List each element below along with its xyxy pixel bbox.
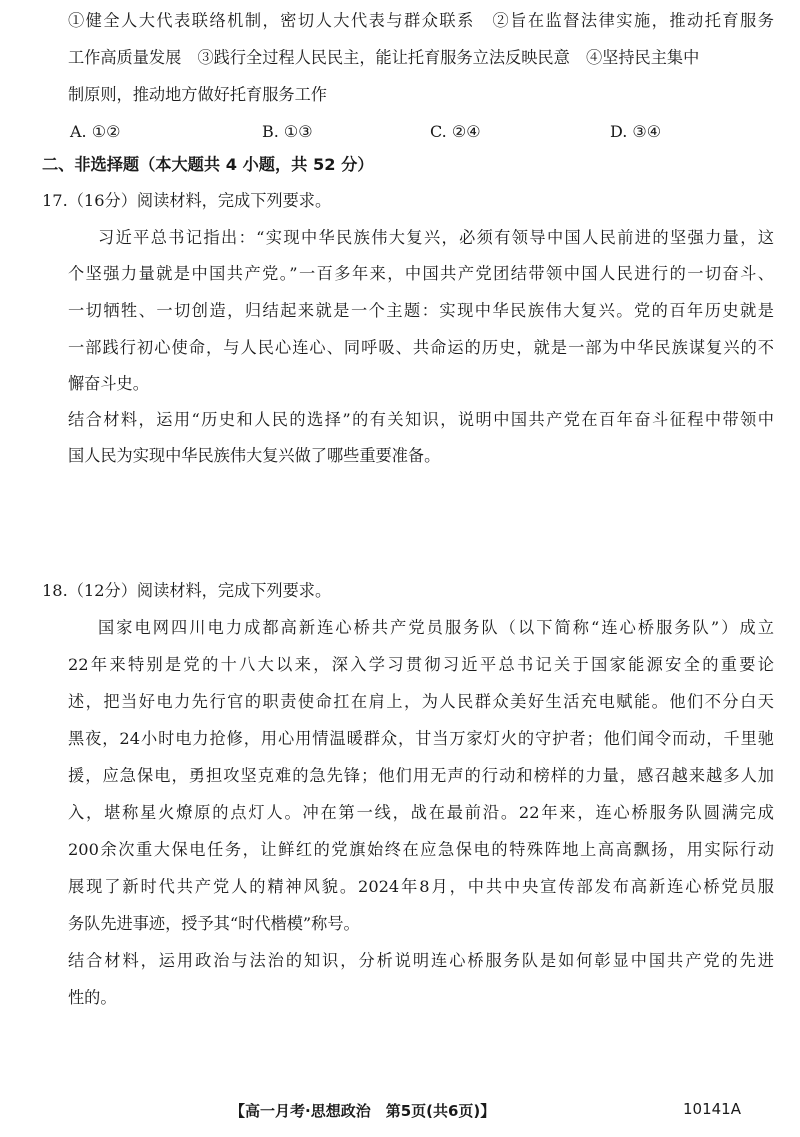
- q18-material-line-6: 入，堪称星火燎原的点灯人。冲在第一线，战在最前沿。22年来，连心桥服务队圆满完成: [68, 803, 774, 822]
- option-d: D. ③④: [610, 122, 662, 141]
- q16-choice-line-3: 制原则，推动地方做好托育服务工作: [68, 85, 327, 104]
- option-c: C. ②④: [430, 122, 481, 141]
- section-title: 二、非选择题（本大题共 4 小题，共 52 分）: [42, 155, 374, 174]
- q16-choice-line-2: 工作高质量发展 ③践行全过程人民民主，能让托育服务立法反映民意 ④坚持民主集中: [68, 48, 700, 67]
- page-footer: 【高一月考·思想政治 第5页(共6页)】: [230, 1102, 496, 1120]
- q18-task-line-2: 性的。: [68, 988, 117, 1007]
- q18-task-line-1: 结合材料，运用政治与法治的知识，分析说明连心桥服务队是如何彰显中国共产党的先进: [68, 951, 774, 970]
- q18-material-line-2: 22年来特别是党的十八大以来，深入学习贯彻习近平总书记关于国家能源安全的重要论: [68, 655, 774, 674]
- q17-task-line-2: 国人民为实现中华民族伟大复兴做了哪些重要准备。: [68, 446, 441, 465]
- q18-material-line-3: 述，把当好电力先行官的职责使命扛在肩上，为人民群众美好生活充电赋能。他们不分白天: [68, 692, 774, 711]
- q18-material-line-7: 200余次重大保电任务，让鲜红的党旗始终在应急保电的特殊阵地上高高飘扬，用实际行动: [68, 840, 774, 859]
- q18-material-line-1: 国家电网四川电力成都高新连心桥共产党员服务队（以下简称“连心桥服务队”）成立: [98, 618, 774, 637]
- paper-code: 10141A: [683, 1100, 741, 1118]
- q17-material-line-3: 一切牺牲、一切创造，归结起来就是一个主题：实现中华民族伟大复兴。党的百年历史就是: [68, 301, 774, 320]
- option-b: B. ①③: [262, 122, 313, 141]
- q17-task-line-1: 结合材料，运用“历史和人民的选择”的有关知识，说明中国共产党在百年奋斗征程中带领中: [68, 410, 774, 429]
- q17-material-line-2: 个坚强力量就是中国共产党。”一百多年来，中国共产党团结带领中国人民进行的一切奋斗、: [68, 264, 774, 283]
- q17-material-line-1: 习近平总书记指出：“实现中华民族伟大复兴，必须有领导中国人民前进的坚强力量，这: [98, 228, 774, 247]
- q17-header: 17.（16分）阅读材料，完成下列要求。: [42, 191, 332, 210]
- q18-material-line-8: 展现了新时代共产党人的精神风貌。2024年8月，中共中央宣传部发布高新连心桥党员服: [68, 877, 774, 896]
- q17-material-line-4: 一部践行初心使命，与人民心连心、同呼吸、共命运的历史，就是一部为中华民族谋复兴的不: [68, 338, 774, 357]
- option-a: A. ①②: [70, 122, 121, 141]
- q18-material-line-4: 黑夜，24小时电力抢修，用心用情温暖群众，甘当万家灯火的守护者；他们闻令而动，千里驰: [68, 729, 774, 748]
- q18-material-line-5: 援，应急保电，勇担攻坚克难的急先锋；他们用无声的行动和榜样的力量，感召越来越多人加: [68, 766, 774, 785]
- q18-material-line-9: 务队先进事迹，授予其“时代楷模”称号。: [68, 914, 360, 933]
- q16-choice-line-1: ①健全人大代表联络机制，密切人大代表与群众联系 ②旨在监督法律实施，推动托育服务: [68, 11, 774, 30]
- q18-header: 18.（12分）阅读材料，完成下列要求。: [42, 581, 332, 600]
- q17-material-line-5: 懈奋斗史。: [68, 374, 149, 393]
